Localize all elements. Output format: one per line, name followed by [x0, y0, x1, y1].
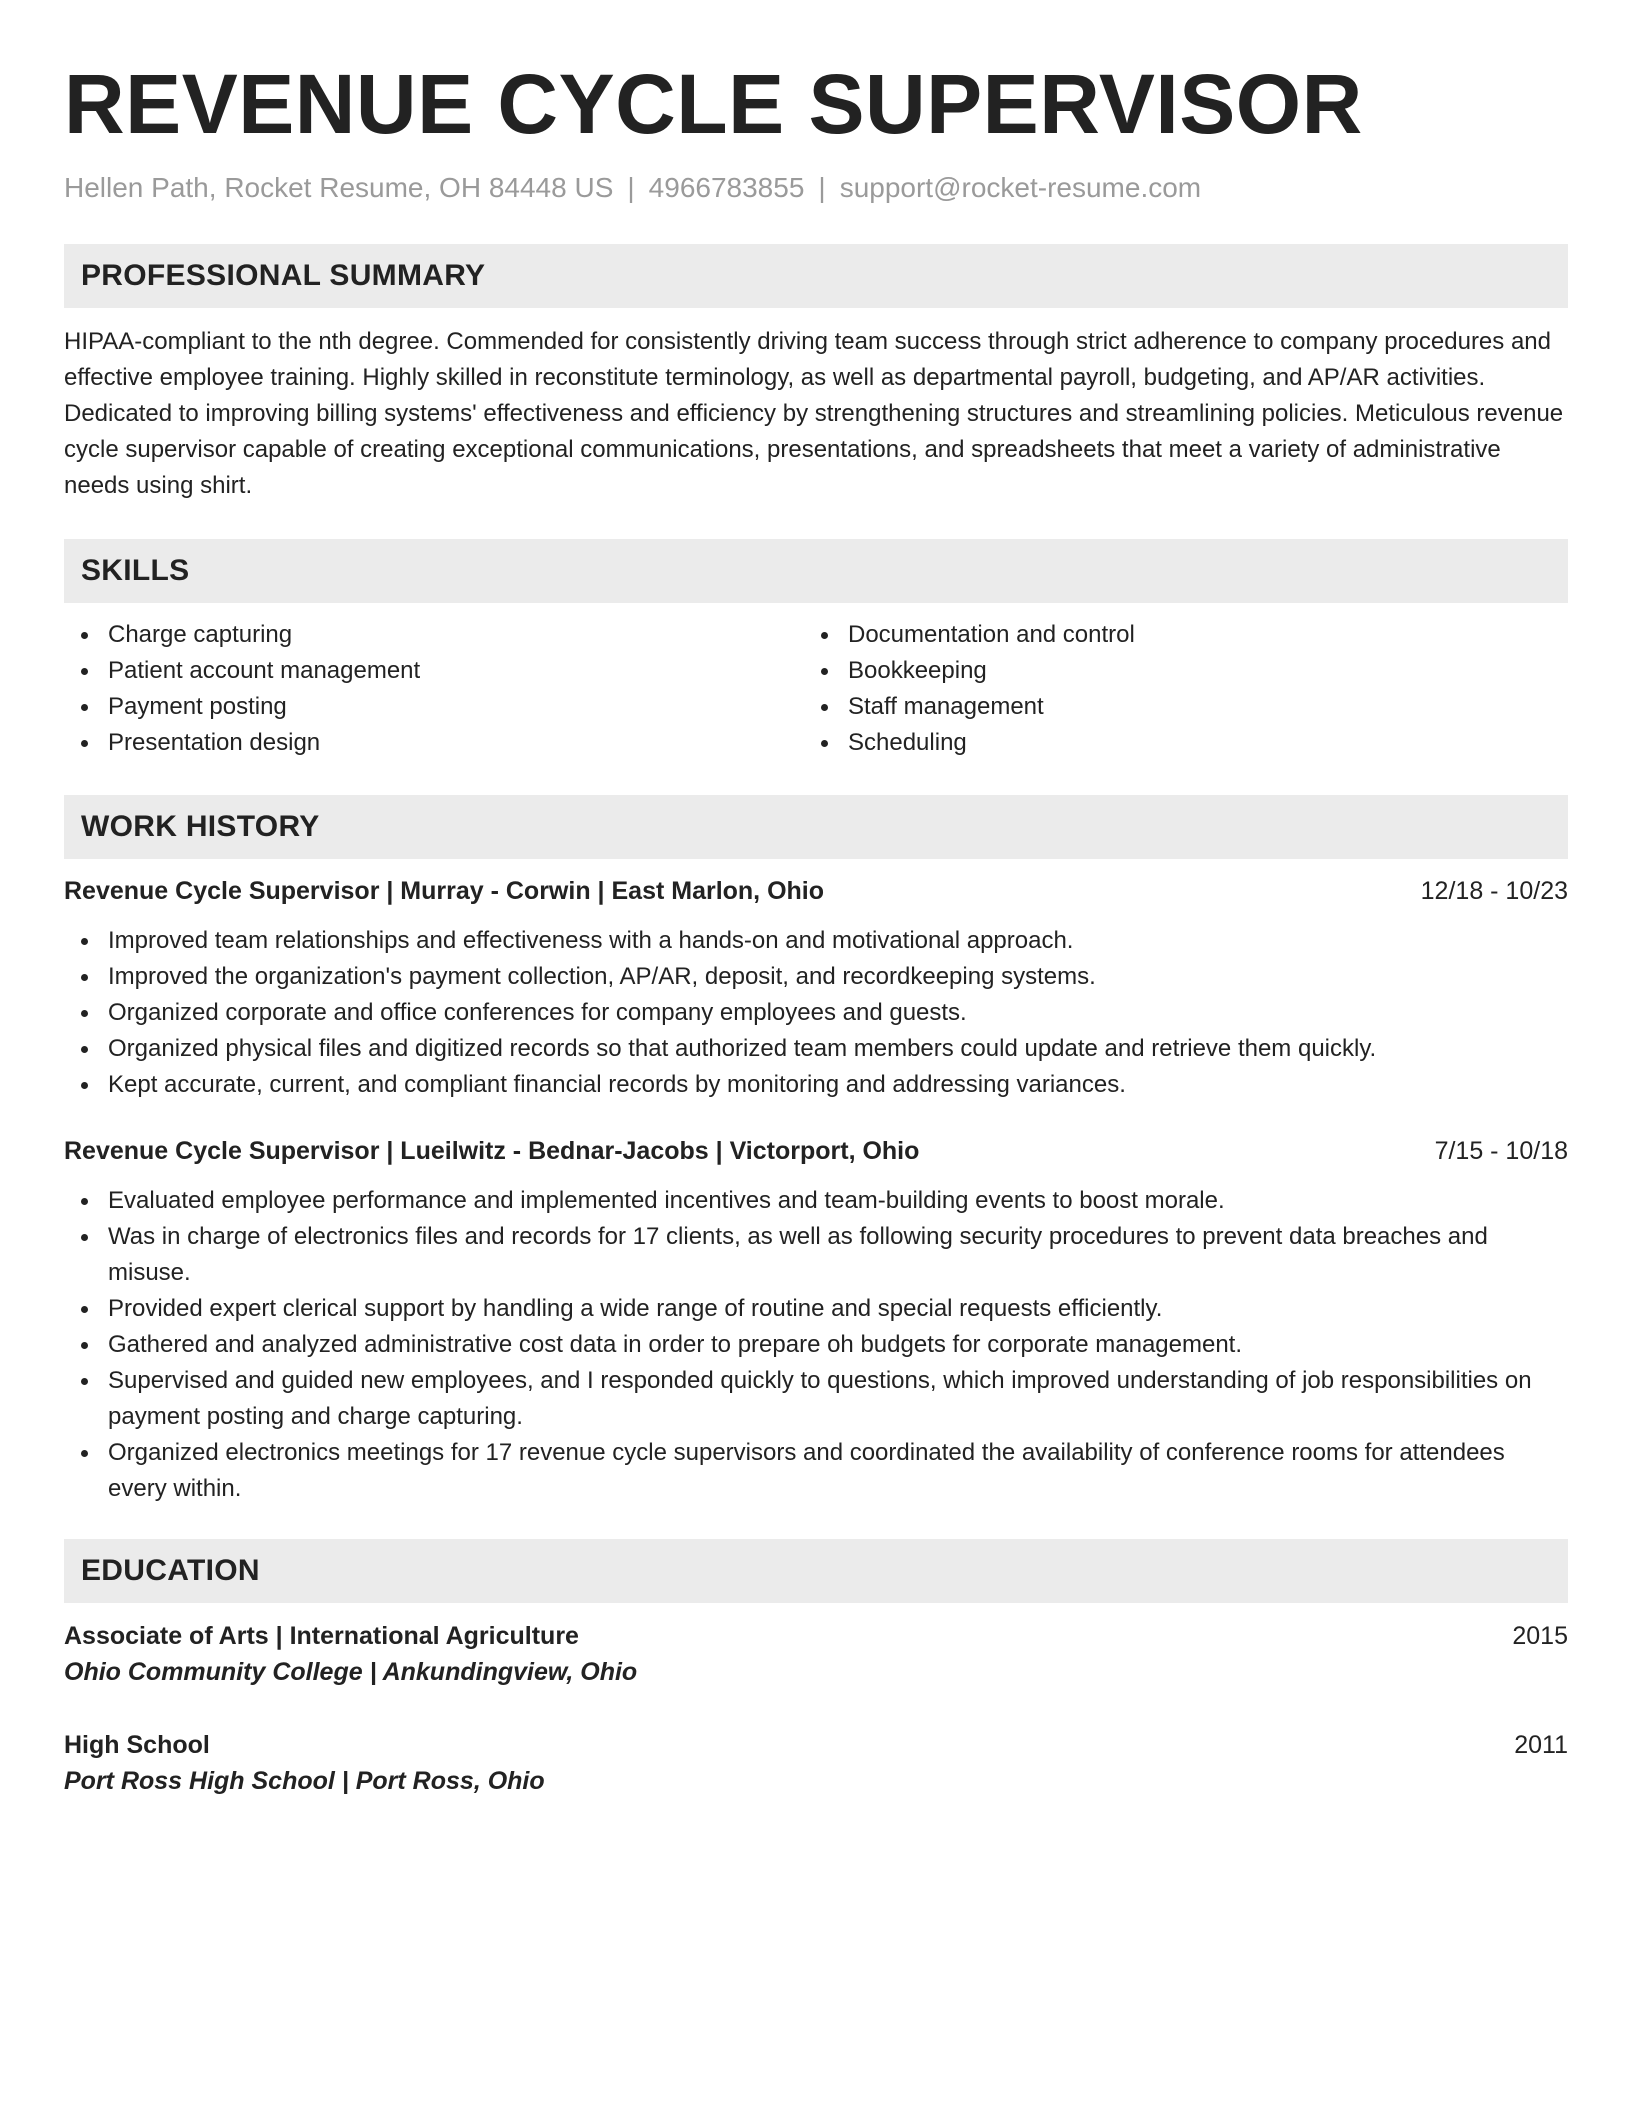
job-dates: 12/18 - 10/23 — [1420, 877, 1568, 905]
job-bullet: Gathered and analyzed administrative cost data in order to prepare oh budgets for corporate management. — [64, 1327, 1568, 1363]
job-entry — [64, 1133, 1568, 1507]
education-school: Ohio Community College | Ankundingview, Ohio — [64, 1658, 638, 1686]
summary-text: HIPAA-compliant to the nth degree. Commended for consistently driving team success through strict adherence to company procedures and effective employee training. Highly skilled in reconstitute terminology, as well as departmental payroll, budgeting, and AP/AR activities. Dedicated to improving billing systems' effectiveness and efficiency by strengthening structures and streamlining policies. Meticulous revenue cycle supervisor capable of creating exceptional communications, presentations, and spreadsheets that meet a variety of administrative needs using shirt. — [64, 328, 1564, 499]
skills-column-left — [64, 617, 804, 761]
education-year: 2011 — [1514, 1731, 1568, 1759]
job-bullets — [64, 923, 1568, 1103]
education-header — [64, 1727, 1568, 1763]
job-bullets — [64, 1183, 1568, 1507]
skills-list — [64, 617, 1568, 761]
education-entry — [64, 1727, 1568, 1799]
education-school: Port Ross High School | Port Ross, Ohio — [64, 1767, 545, 1795]
skill-item: Payment posting — [64, 689, 804, 725]
section-header-education: EDUCATION — [64, 1539, 1568, 1603]
contact-email[interactable]: support@rocket-resume.com — [839, 172, 1202, 203]
section-header-summary: PROFESSIONAL SUMMARY — [64, 244, 1568, 308]
section-header-skills: SKILLS — [64, 539, 1568, 603]
job-bullet: Organized electronics meetings for 17 revenue cycle supervisors and coordinated the availability of conference rooms for attendees every within. — [64, 1435, 1568, 1507]
job-title: Revenue Cycle Supervisor | Murray - Corwin | East Marlon, Ohio — [64, 877, 825, 905]
education-degree: Associate of Arts | International Agriculture — [64, 1622, 579, 1650]
resume-title: REVENUE CYCLE SUPERVISOR — [64, 57, 1363, 151]
job-bullet: Supervised and guided new employees, and I responded quickly to questions, which improved understanding of job responsibilities on payment posting and charge capturing. — [64, 1363, 1568, 1435]
contact-phone: 4966783855 — [648, 172, 805, 203]
skill-item: Bookkeeping — [804, 653, 1544, 689]
job-bullet: Kept accurate, current, and compliant financial records by monitoring and addressing variances. — [64, 1067, 1568, 1103]
job-bullet: Organized physical files and digitized records so that authorized team members could update and retrieve them quickly. — [64, 1031, 1568, 1067]
skill-item: Charge capturing — [64, 617, 804, 653]
contact-separator: | — [818, 172, 826, 203]
contact-address: Hellen Path, Rocket Resume, OH 84448 US — [64, 172, 614, 203]
job-title: Revenue Cycle Supervisor | Lueilwitz - Bednar-Jacobs | Victorport, Ohio — [64, 1137, 920, 1165]
job-header — [64, 873, 1568, 909]
skill-item: Patient account management — [64, 653, 804, 689]
education-entry — [64, 1618, 1568, 1690]
job-bullet: Evaluated employee performance and implemented incentives and team-building events to boost morale. — [64, 1183, 1568, 1219]
skill-item: Documentation and control — [804, 617, 1544, 653]
job-header — [64, 1133, 1568, 1169]
contact-line — [64, 170, 1568, 206]
skill-item: Presentation design — [64, 725, 804, 761]
skill-item: Staff management — [804, 689, 1544, 725]
job-bullet: Was in charge of electronics files and records for 17 clients, as well as following security procedures to prevent data breaches and misuse. — [64, 1219, 1568, 1291]
job-bullet: Organized corporate and office conferences for company employees and guests. — [64, 995, 1568, 1031]
job-bullet: Provided expert clerical support by handling a wide range of routine and special requests efficiently. — [64, 1291, 1568, 1327]
education-header — [64, 1618, 1568, 1654]
job-dates: 7/15 - 10/18 — [1434, 1137, 1568, 1165]
skills-column-right — [804, 617, 1544, 761]
skill-item: Scheduling — [804, 725, 1544, 761]
job-bullet: Improved the organization's payment collection, AP/AR, deposit, and recordkeeping systems. — [64, 959, 1568, 995]
job-entry — [64, 873, 1568, 1103]
job-bullet: Improved team relationships and effectiveness with a hands-on and motivational approach. — [64, 923, 1568, 959]
contact-separator: | — [627, 172, 635, 203]
education-year: 2015 — [1512, 1622, 1568, 1650]
section-header-work: WORK HISTORY — [64, 795, 1568, 859]
education-degree: High School — [64, 1731, 210, 1759]
